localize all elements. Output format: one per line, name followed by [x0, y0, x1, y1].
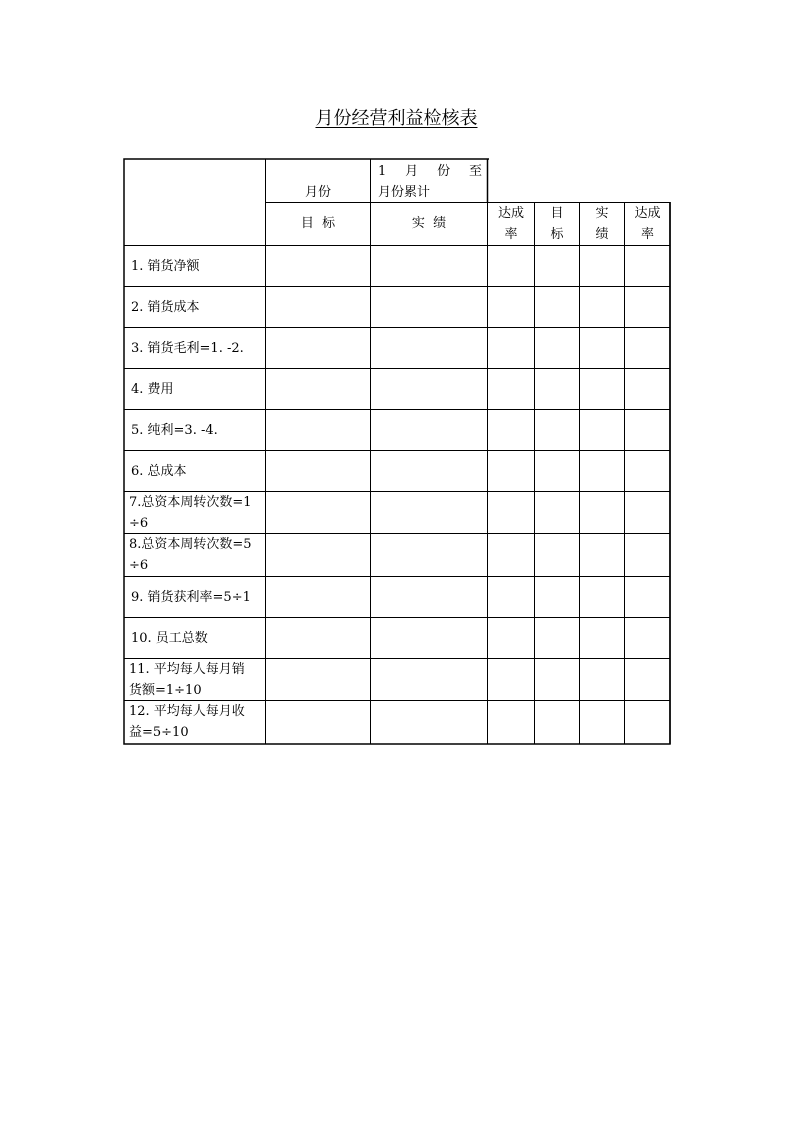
row-label-12-line1: 12. 平均每人每月收	[129, 704, 245, 719]
header-rate1-line1: 达成	[497, 206, 524, 221]
row-label-6: 6. 总成本	[131, 464, 187, 479]
header-rate2-line2: 率	[640, 227, 654, 242]
header-cumulative-line1: 1 月 份 至	[378, 164, 482, 179]
row-label-3: 3. 销货毛利=1. -2.	[131, 341, 244, 356]
row-label-8-line2: ÷6	[129, 558, 149, 573]
header-month: 月份	[304, 185, 331, 200]
row-label-9: 9. 销货获利率=5÷1	[131, 590, 251, 605]
page-title: 月份经营利益检核表	[315, 108, 478, 129]
row-label-5: 5. 纯利=3. -4.	[131, 423, 218, 438]
header-actual2-line1: 实	[595, 206, 609, 221]
header-rate2-line1: 达成	[634, 206, 661, 221]
header-target2-line1: 目	[550, 206, 564, 221]
row-label-10: 10. 员工总数	[131, 631, 208, 646]
header-target: 目 标	[300, 216, 336, 231]
row-label-7-line1: 7.总资本周转次数=1	[129, 495, 252, 510]
row-label-1: 1. 销货净额	[131, 259, 200, 274]
row-label-11-line2: 货额=1÷10	[129, 683, 202, 698]
header-target2-line2: 标	[550, 227, 564, 242]
row-label-4: 4. 费用	[131, 382, 174, 397]
row-label-7-line2: ÷6	[129, 516, 149, 531]
header-actual: 实 绩	[411, 216, 447, 231]
row-label-12-line2: 益=5÷10	[129, 725, 189, 740]
row-label-2: 2. 销货成本	[131, 300, 200, 315]
header-actual2-line2: 绩	[595, 227, 609, 242]
row-label-11-line1: 11. 平均每人每月销	[129, 662, 245, 677]
row-label-8-line1: 8.总资本周转次数=5	[129, 537, 252, 552]
header-rate1-line2: 率	[504, 227, 518, 242]
header-cumulative-line2: 月份累计	[378, 185, 431, 200]
